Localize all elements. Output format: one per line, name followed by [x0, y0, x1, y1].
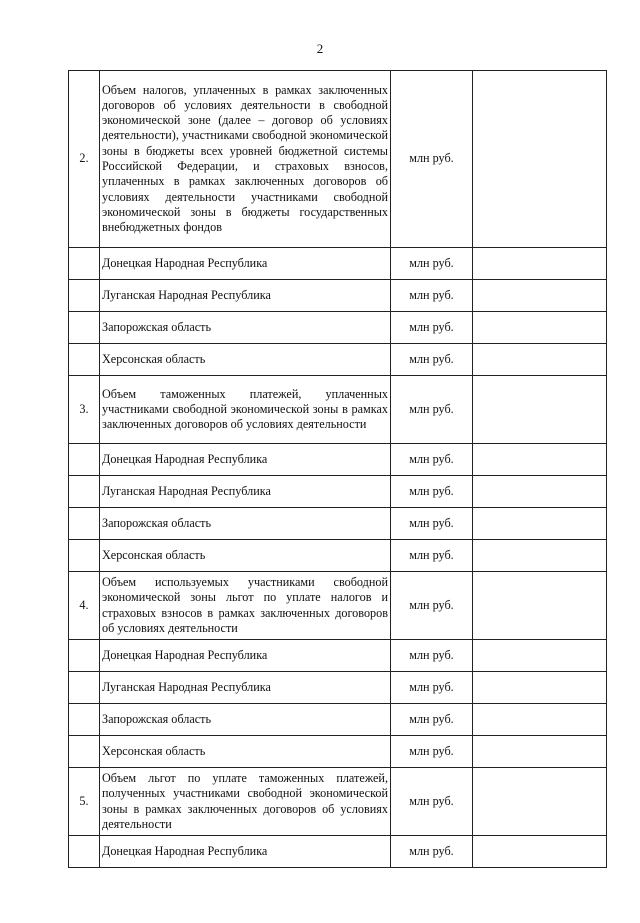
empty-number-cell — [69, 736, 100, 768]
unit-cell: млн руб. — [391, 768, 473, 836]
empty-number-cell — [69, 312, 100, 344]
unit-cell: млн руб. — [391, 836, 473, 868]
unit-cell: млн руб. — [391, 344, 473, 376]
region-name: Херсонская область — [100, 344, 391, 376]
region-name: Запорожская область — [100, 508, 391, 540]
value-cell — [473, 444, 607, 476]
region-name: Донецкая Народная Республика — [100, 248, 391, 280]
unit-cell: млн руб. — [391, 736, 473, 768]
indicator-row — [69, 768, 607, 836]
indicator-row — [69, 71, 607, 248]
value-cell — [473, 768, 607, 836]
region-row — [69, 704, 607, 736]
indicator-title: Объем налогов, уплаченных в рамках заключенных договоров об условиях деятельности в свободной экономической зоне (далее – договор об условиях деятельности), участниками свободной экономической зоны в бюджеты всех уровней бюджетной системы Российской Федерации, и страховых взносов, уплаченных в рамках заключенных договоров об условиях деятельности участниками свободной экономической зоны в бюджеты государственных внебюджетных фондов — [100, 71, 391, 248]
unit-cell: млн руб. — [391, 71, 473, 248]
region-name: Луганская Народная Республика — [100, 280, 391, 312]
region-name: Донецкая Народная Республика — [100, 836, 391, 868]
indicator-row — [69, 572, 607, 640]
empty-number-cell — [69, 704, 100, 736]
value-cell — [473, 736, 607, 768]
unit-cell: млн руб. — [391, 476, 473, 508]
value-cell — [473, 836, 607, 868]
region-name: Запорожская область — [100, 704, 391, 736]
unit-cell: млн руб. — [391, 312, 473, 344]
value-cell — [473, 476, 607, 508]
region-row — [69, 640, 607, 672]
indicator-number: 3. — [69, 376, 100, 444]
region-name: Донецкая Народная Республика — [100, 640, 391, 672]
empty-number-cell — [69, 508, 100, 540]
region-row — [69, 312, 607, 344]
empty-number-cell — [69, 540, 100, 572]
empty-number-cell — [69, 640, 100, 672]
unit-cell: млн руб. — [391, 508, 473, 540]
value-cell — [473, 71, 607, 248]
empty-number-cell — [69, 672, 100, 704]
region-row — [69, 836, 607, 868]
region-row — [69, 672, 607, 704]
unit-cell: млн руб. — [391, 540, 473, 572]
indicator-title: Объем используемых участниками свободной экономической зоны льгот по уплате налогов и страховых взносов в рамках заключенных договоров об условиях деятельности — [100, 572, 391, 640]
indicator-number: 2. — [69, 71, 100, 248]
region-name: Луганская Народная Республика — [100, 476, 391, 508]
region-name: Донецкая Народная Республика — [100, 444, 391, 476]
unit-cell: млн руб. — [391, 376, 473, 444]
region-name: Херсонская область — [100, 736, 391, 768]
unit-cell: млн руб. — [391, 280, 473, 312]
indicator-number: 4. — [69, 572, 100, 640]
empty-number-cell — [69, 444, 100, 476]
value-cell — [473, 640, 607, 672]
value-cell — [473, 540, 607, 572]
region-row — [69, 736, 607, 768]
value-cell — [473, 508, 607, 540]
region-row — [69, 248, 607, 280]
page-number: 2 — [316, 41, 324, 56]
region-name: Луганская Народная Республика — [100, 672, 391, 704]
empty-number-cell — [69, 476, 100, 508]
region-row — [69, 444, 607, 476]
region-name: Херсонская область — [100, 540, 391, 572]
empty-number-cell — [69, 344, 100, 376]
indicator-row — [69, 376, 607, 444]
indicator-title: Объем таможенных платежей, уплаченных участниками свободной экономической зоны в рамках заключенных договоров об условиях деятельности — [100, 376, 391, 444]
region-row — [69, 508, 607, 540]
unit-cell: млн руб. — [391, 444, 473, 476]
indicator-number: 5. — [69, 768, 100, 836]
region-row — [69, 280, 607, 312]
indicators-table — [68, 70, 607, 868]
value-cell — [473, 376, 607, 444]
value-cell — [473, 344, 607, 376]
region-name: Запорожская область — [100, 312, 391, 344]
unit-cell: млн руб. — [391, 640, 473, 672]
value-cell — [473, 248, 607, 280]
empty-number-cell — [69, 836, 100, 868]
value-cell — [473, 704, 607, 736]
empty-number-cell — [69, 248, 100, 280]
unit-cell: млн руб. — [391, 248, 473, 280]
value-cell — [473, 672, 607, 704]
indicator-title: Объем льгот по уплате таможенных платежей, полученных участниками свободной экономической зоны в рамках заключенных договоров об условиях деятельности — [100, 768, 391, 836]
region-row — [69, 540, 607, 572]
value-cell — [473, 572, 607, 640]
value-cell — [473, 280, 607, 312]
unit-cell: млн руб. — [391, 672, 473, 704]
value-cell — [473, 312, 607, 344]
unit-cell: млн руб. — [391, 704, 473, 736]
region-row — [69, 344, 607, 376]
unit-cell: млн руб. — [391, 572, 473, 640]
region-row — [69, 476, 607, 508]
empty-number-cell — [69, 280, 100, 312]
